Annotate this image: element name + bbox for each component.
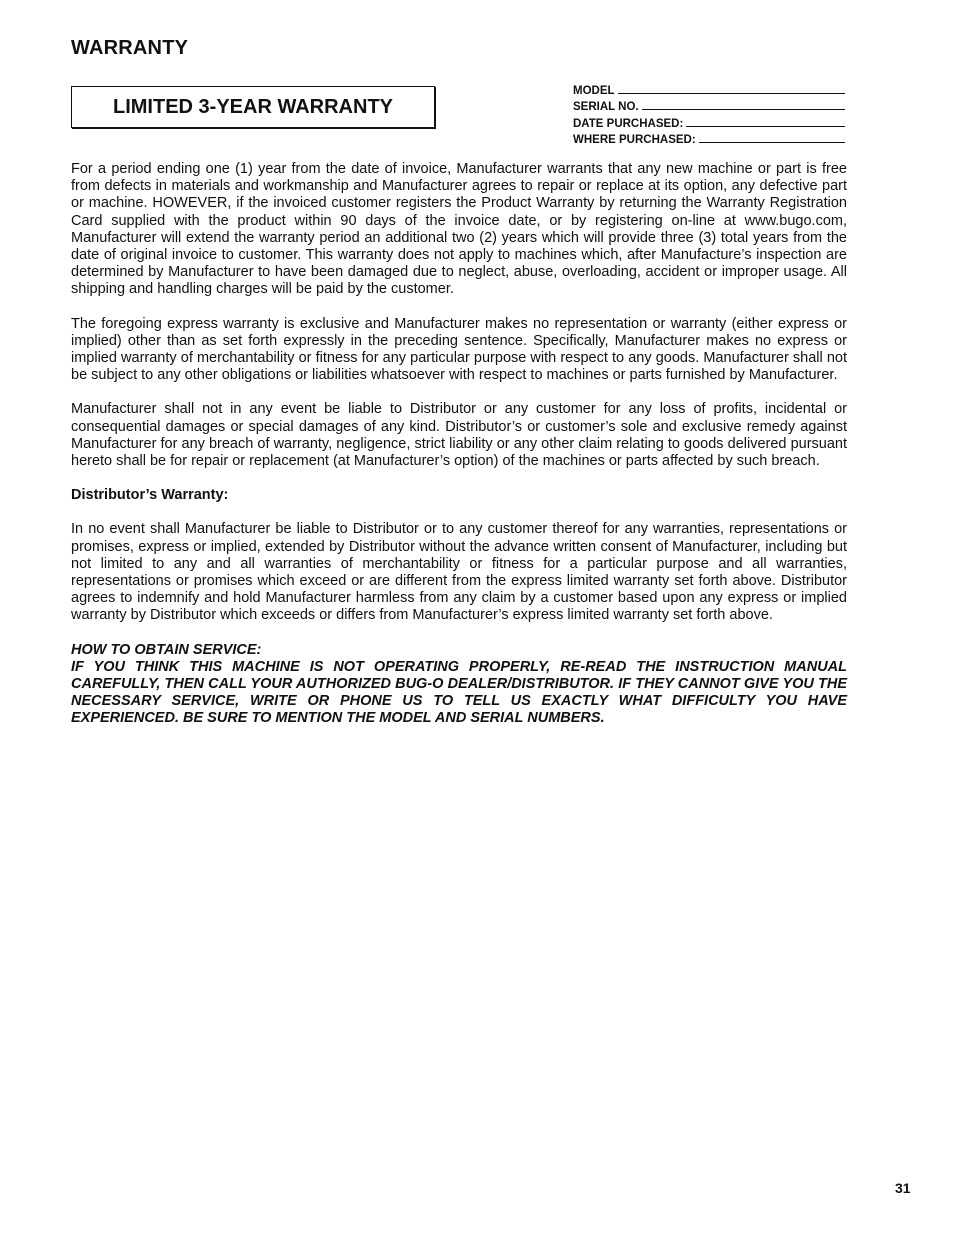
warranty-paragraph-2: The foregoing express warranty is exclusive and Manufacturer makes no representation or warranty (either express or implied) other than as set forth expressly in the preceding sentence. Specifically, Manufacturer makes no express or implied warranty of merchantability or fitness for any particular purpose with respect to any goods. Manufacturer shall not be subject to any other obligations or liabilities whatsoever with respect to machines or parts furnished by Manufacturer.: [71, 315, 847, 384]
date-purchased-field: [573, 113, 845, 130]
model-field: [573, 80, 845, 97]
warranty-paragraph-3: Manufacturer shall not in any event be liable to Distributor or any customer for any loss of profits, incidental or consequential damages or special damages of any kind. Distributor’s or customer’s sole and exclusive remedy against Manufacturer for any breach of warranty, negligence, strict liability or any other claim relating to goods delivered pursuant hereto shall be for repair or replacement (at Manufacturer’s option) of the machines or parts affected by such breach.: [71, 401, 847, 470]
warranty-paragraph-1: For a period ending one (1) year from the date of invoice, Manufacturer warrants that any new machine or part is free from defects in materials and workmanship and Manufacturer agrees to repair or replace at its option, any defective part or machine. HOWEVER, if the invoiced customer registers the Product Warranty by returning the Warranty Registration Card supplied with the product within 90 days of the invoice date, or by registering on-line at www.bugo.com, Manufacturer will extend the warranty period an additional two (2) years which will provide three (3) total years from the date of original invoice to customer. This warranty does not apply to machines which, after Manufacture’s inspection are determined by Manufacturer to have been damaged due to neglect, abuse, overloading, accident or improper usage. All shipping and handling charges will be paid by the customer.: [71, 161, 847, 298]
serial-no-label: SERIAL NO.: [573, 101, 639, 113]
model-label: MODEL: [573, 84, 615, 97]
service-text: IF YOU THINK THIS MACHINE IS NOT OPERATING PROPERLY, RE-READ THE INSTRUCTION MANUAL CAREFULLY, THEN CALL YOUR AUTHORIZED BUG-O DEALER/DISTRIBUTOR. IF THEY CANNOT GIVE YOU THE NECESSARY SERVICE, WRITE OR PHONE US TO TELL US EXACTLY WHAT DIFFICULTY YOU HAVE EXPERIENCED. BE SURE TO MENTION THE MODEL AND SERIAL NUMBERS.: [71, 658, 847, 727]
warranty-title-box: [71, 86, 435, 128]
date-purchased-blank-line: [686, 126, 845, 127]
where-purchased-blank-line: [699, 142, 845, 143]
service-section: [71, 642, 847, 728]
distributor-warranty-heading: Distributor’s Warranty:: [71, 487, 229, 504]
section-title: WARRANTY: [71, 37, 189, 59]
where-purchased-label: WHERE PURCHASED:: [573, 134, 696, 146]
serial-no-blank-line: [642, 109, 845, 110]
registration-form: [573, 80, 845, 146]
warranty-paragraph-4: In no event shall Manufacturer be liable to Distributor or to any customer thereof for any warranties, representations or promises, express or implied, extended by Distributor without the advance written consent of Manufacturer, including but not limited to any and all warranties of merchantability or fitness for a particular purpose and all warranties, representations or promises which exceed or are different from the express limited warranty set forth above. Distributor agrees to indemnify and hold Manufacturer harmless from any claim by a customer based upon any express or implied warranty by Distributor which exceeds or differs from Manufacturer’s express limited warranty set forth above.: [71, 521, 847, 624]
warranty-title: LIMITED 3-YEAR WARRANTY: [113, 95, 393, 118]
date-purchased-label: DATE PURCHASED:: [573, 117, 684, 130]
warranty-body: [71, 161, 847, 745]
where-purchased-field: [573, 130, 845, 147]
serial-no-field: [573, 97, 845, 114]
service-heading: HOW TO OBTAIN SERVICE:: [71, 641, 262, 658]
model-blank-line: [618, 93, 845, 94]
page-number: 31: [895, 1180, 911, 1196]
